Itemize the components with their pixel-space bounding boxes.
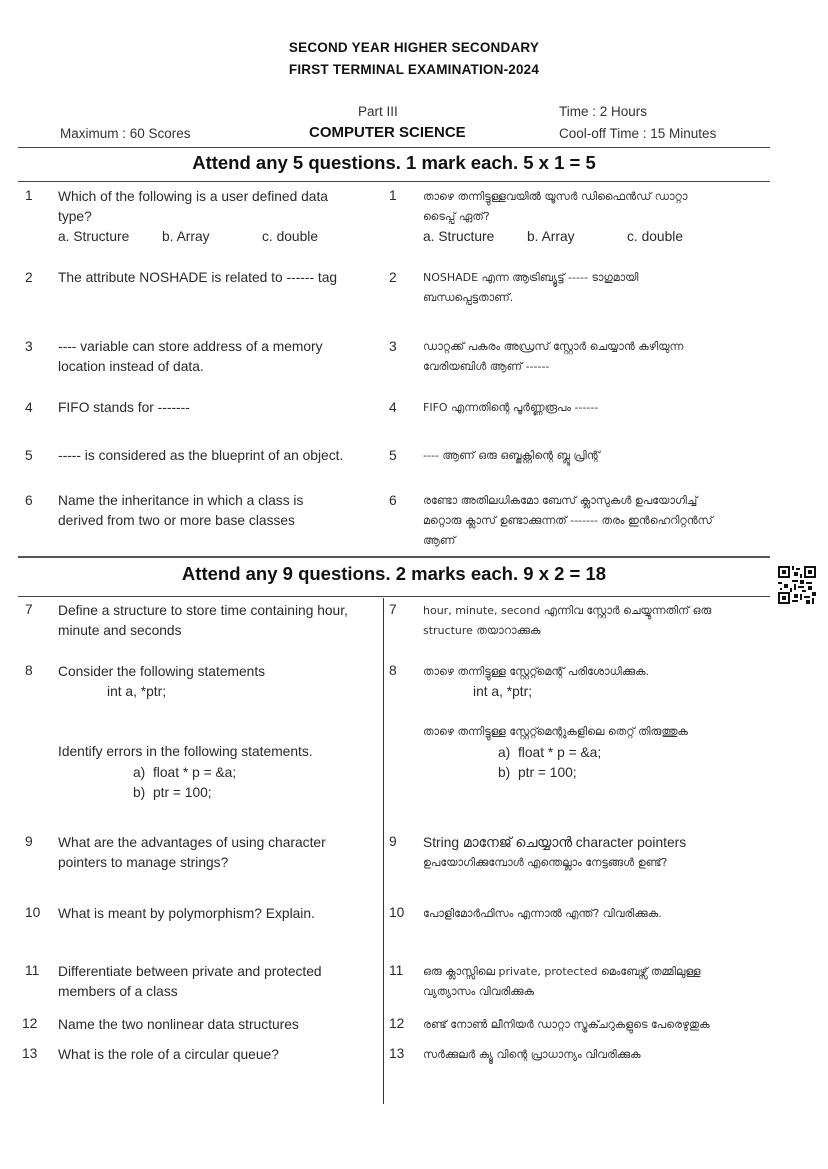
question-number: 7 [25, 602, 33, 617]
option-b: b) ptr = 100; [498, 765, 577, 780]
question-text-en: ---- variable can store address of a memory location instead of data. [58, 339, 323, 374]
question-text-en: What are the advantages of using character pointers to manage strings? [58, 835, 326, 870]
question-text-en: Name the two nonlinear data structures [58, 1017, 299, 1032]
question-text-en: Consider the following statements [58, 664, 266, 679]
max-score-label: Maximum : 60 Scores [60, 126, 191, 141]
question-text-ml: സർക്കുലർ ക്യൂ വിന്റെ പ്രാധാന്യം വിവരിക്കുക [423, 1048, 641, 1061]
section-1-title: Attend any 5 questions. 1 mark each. 5 x 1 = 5 [192, 152, 596, 173]
question-number: 6 [25, 493, 33, 508]
question-number-ml: 4 [389, 400, 397, 415]
question-number-ml: 12 [389, 1016, 405, 1031]
question-text-ml: ---- ആണ് ഒരു ഒബ്ജക്റ്റിന്റെ ബ്ലൂ പ്രിന്റ് [423, 449, 600, 462]
part-label: Part III [358, 104, 398, 119]
question-text-ml: ഒരു ക്ലാസ്സിലെ private, protected മെംബേഴ്സ് തമ്മിലുള്ള വ്യത്യാസം വിവരിക്കുക [423, 965, 701, 998]
section-2-title: Attend any 9 questions. 2 marks each. 9 x 2 = 18 [181, 563, 607, 584]
question-text-ml: String മാനേജ് ചെയ്യാൻ character pointers ഉപയോഗിക്കുമ്പോൾ എന്തെല്ലാം നേട്ടങ്ങൾ ഉണ്ട്? [423, 835, 687, 869]
question-text-en: The attribute NOSHADE is related to ------ tag [58, 270, 338, 285]
question-text-ml: താഴെ തന്നിട്ടുള്ള സ്റ്റേറ്റ്മെന്റ് പരിശോധിക്കുക. [423, 665, 650, 678]
question-text-en: Which of the following is a user defined data type? a. Structure b. Array c. double [58, 189, 328, 244]
exam-title-line2: FIRST TERMINAL EXAMINATION-2024 [288, 62, 540, 77]
code-line: int a, *ptr; [473, 684, 533, 699]
question-number-ml: 13 [389, 1046, 405, 1061]
question-text-en: What is the role of a circular queue? [58, 1047, 279, 1062]
question-text-ml: രണ്ട് നോൺ ലീനിയർ ഡാറ്റാ സ്ട്രക്ചറുകളുടെ പേരെഴുതുക [423, 1018, 710, 1031]
qr-code-icon [778, 566, 816, 604]
question-number: 2 [25, 270, 33, 285]
question-number-ml: 5 [389, 448, 397, 463]
question-number-ml: 6 [389, 493, 397, 508]
question-number: 12 [22, 1016, 38, 1031]
question-text-ml: NOSHADE എന്ന ആട്രിബ്യൂട്ട് ----- ടാഗുമായി ബന്ധപ്പെട്ടതാണ്. [423, 271, 639, 304]
question-text-en: Differentiate between private and protected members of a class [58, 964, 322, 999]
question-text-en: Name the inheritance in which a class is derived from two or more base classes [58, 493, 304, 528]
option-b: b) ptr = 100; [133, 785, 212, 800]
question-number-ml: 3 [389, 339, 397, 354]
question-number-ml: 8 [389, 663, 397, 678]
question-text-ml: hour, minute, second എന്നിവ സ്റ്റോർ ചെയ്യുന്നതിന് ഒരു structure തയാറാക്കുക [423, 604, 712, 637]
time-label: Time : 2 Hours [559, 104, 648, 119]
question-number: 11 [25, 963, 40, 978]
code-line: int a, *ptr; [107, 684, 167, 699]
question-text-ml: പോളിമോർഫിസം എന്നാൽ എന്ത്? വിവരിക്കുക. [423, 907, 662, 920]
question-text-ml: താഴെ തന്നിട്ടുള്ളവയിൽ യൂസർ ഡിഫൈൻഡ് ഡാറ്റാ ടൈപ്പ് ഏത്? a. Structure b. Array c. double [423, 190, 688, 244]
question-number-ml: 11 [389, 963, 404, 978]
question-number: 5 [25, 448, 33, 463]
divider [18, 181, 770, 182]
column-divider [383, 598, 384, 1104]
subject-title: COMPUTER SCIENCE [309, 124, 466, 141]
question-text-ml: FIFO എന്നതിന്റെ പൂർണ്ണരൂപം ------ [423, 401, 599, 414]
question-number-ml: 1 [389, 188, 397, 203]
question-text-en: FIFO stands for ------- [58, 400, 190, 415]
question-text-en: ----- is considered as the blueprint of an object. [58, 448, 344, 463]
divider [18, 147, 770, 148]
question-number: 3 [25, 339, 33, 354]
question-number-ml: 10 [389, 905, 405, 920]
question-text-en: Identify errors in the following statements. [58, 744, 313, 759]
question-text-ml: ഡാറ്റക്ക് പകരം അഡ്രസ് സ്റ്റോർ ചെയ്യാൻ കഴിയുന്ന വേരിയബിൾ ആണ് ------ [423, 340, 684, 373]
exam-title-line1: SECOND YEAR HIGHER SECONDARY [288, 40, 540, 55]
question-number: 1 [25, 188, 33, 203]
question-number: 8 [25, 663, 33, 678]
question-number: 4 [25, 400, 33, 415]
question-number-ml: 2 [389, 270, 397, 285]
option-a: a) float * p = &a; [133, 765, 237, 780]
question-text-ml: താഴെ തന്നിട്ടുള്ള സ്റ്റേറ്റ്മെന്റുകളിലെ തെറ്റ് തിരുത്തുക [423, 725, 688, 738]
question-number-ml: 7 [389, 602, 397, 617]
cool-off-label: Cool-off Time : 15 Minutes [559, 126, 717, 141]
question-text-en: Define a structure to store time containing hour, minute and seconds [58, 603, 348, 638]
question-number: 10 [25, 905, 41, 920]
question-number: 13 [22, 1046, 38, 1061]
option-a: a) float * p = &a; [498, 745, 602, 760]
divider [18, 556, 770, 558]
divider [18, 596, 770, 597]
question-text-ml: രണ്ടോ അതിലധികമോ ബേസ് ക്ലാസുകൾ ഉപയോഗിച്ച് മറ്റൊരു ക്ലാസ് ഉണ്ടാക്കുന്നത് ------- തരം ഇൻഹെറിറ്റൻസ് ആണ് [423, 494, 713, 547]
question-number-ml: 9 [389, 834, 397, 849]
question-text-en: What is meant by polymorphism? Explain. [58, 906, 315, 921]
question-number: 9 [25, 834, 33, 849]
